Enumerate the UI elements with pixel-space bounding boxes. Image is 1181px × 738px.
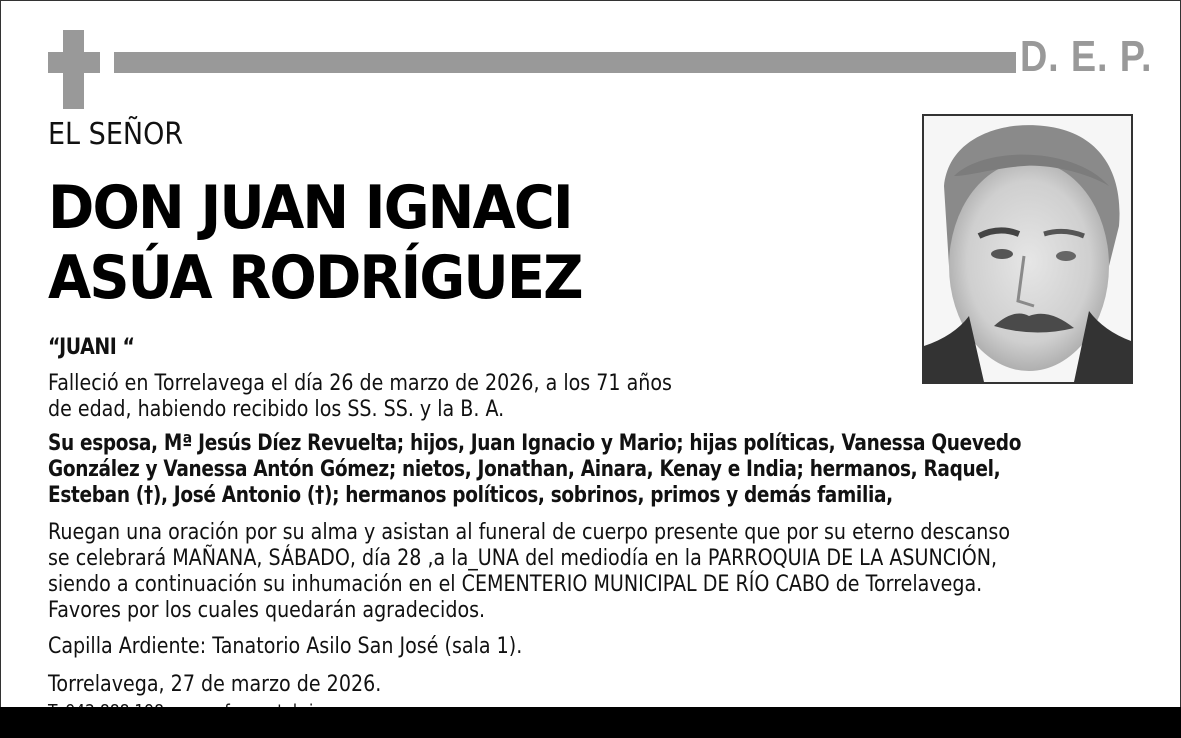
name-line-2: ASÚA RODRÍGUEZ: [48, 243, 582, 313]
deceased-photo: [922, 114, 1133, 384]
family-line: González y Vanessa Antón Gómez; nietos, Jonathan, Ainara, Kenay e India; hermanos, Raquel,: [48, 457, 1001, 482]
cross-horizontal-bar: [48, 52, 100, 73]
footer-bar: [0, 707, 1181, 738]
death-notice-line: Falleció en Torrelavega el día 26 de marzo de 2026, a los 71 años: [48, 371, 672, 396]
honorific: EL SEÑOR: [48, 117, 184, 152]
funeral-line: se celebrará MAÑANA, SÁBADO, día 28 ,a la_UNA del mediodía en la PARROQUIA DE LA ASUNCIÓN,: [48, 546, 998, 571]
deceased-name: [48, 173, 582, 313]
family-line: Su esposa, Mª Jesús Díez Revuelta; hijos, Juan Ignacio y Mario; hijas políticas, Vanessa Quevedo: [48, 431, 1022, 456]
chapel-info: Capilla Ardiente: Tanatorio Asilo San José (sala 1).: [48, 634, 523, 659]
nickname: “JUANI “: [48, 335, 135, 360]
death-notice-line: de edad, habiendo recibido los SS. SS. y la B. A.: [48, 397, 505, 422]
funeral-line: Favores por los cuales quedarán agradecidos.: [48, 598, 486, 623]
name-line-1: DON JUAN IGNACI: [48, 173, 572, 243]
family-line: Esteban (†), José Antonio (†); hermanos políticos, sobrinos, primos y demás familia,: [48, 483, 893, 508]
portrait-image: [924, 116, 1131, 382]
funeral-details: [48, 520, 1010, 624]
place-and-date: Torrelavega, 27 de marzo de 2026.: [48, 672, 382, 697]
header-rule: [114, 52, 1016, 73]
death-notice: [48, 371, 672, 423]
funeral-line: siendo a continuación su inhumación en el CEMENTERIO MUNICIPAL DE RÍO CABO de Torrelavega.: [48, 572, 983, 597]
cross-icon: [48, 30, 100, 109]
funeral-line: Ruegan una oración por su alma y asistan al funeral de cuerpo presente que por su eterno descanso: [48, 520, 1011, 545]
dep-label: D. E. P.: [1020, 32, 1153, 81]
family-list: [48, 431, 1021, 509]
